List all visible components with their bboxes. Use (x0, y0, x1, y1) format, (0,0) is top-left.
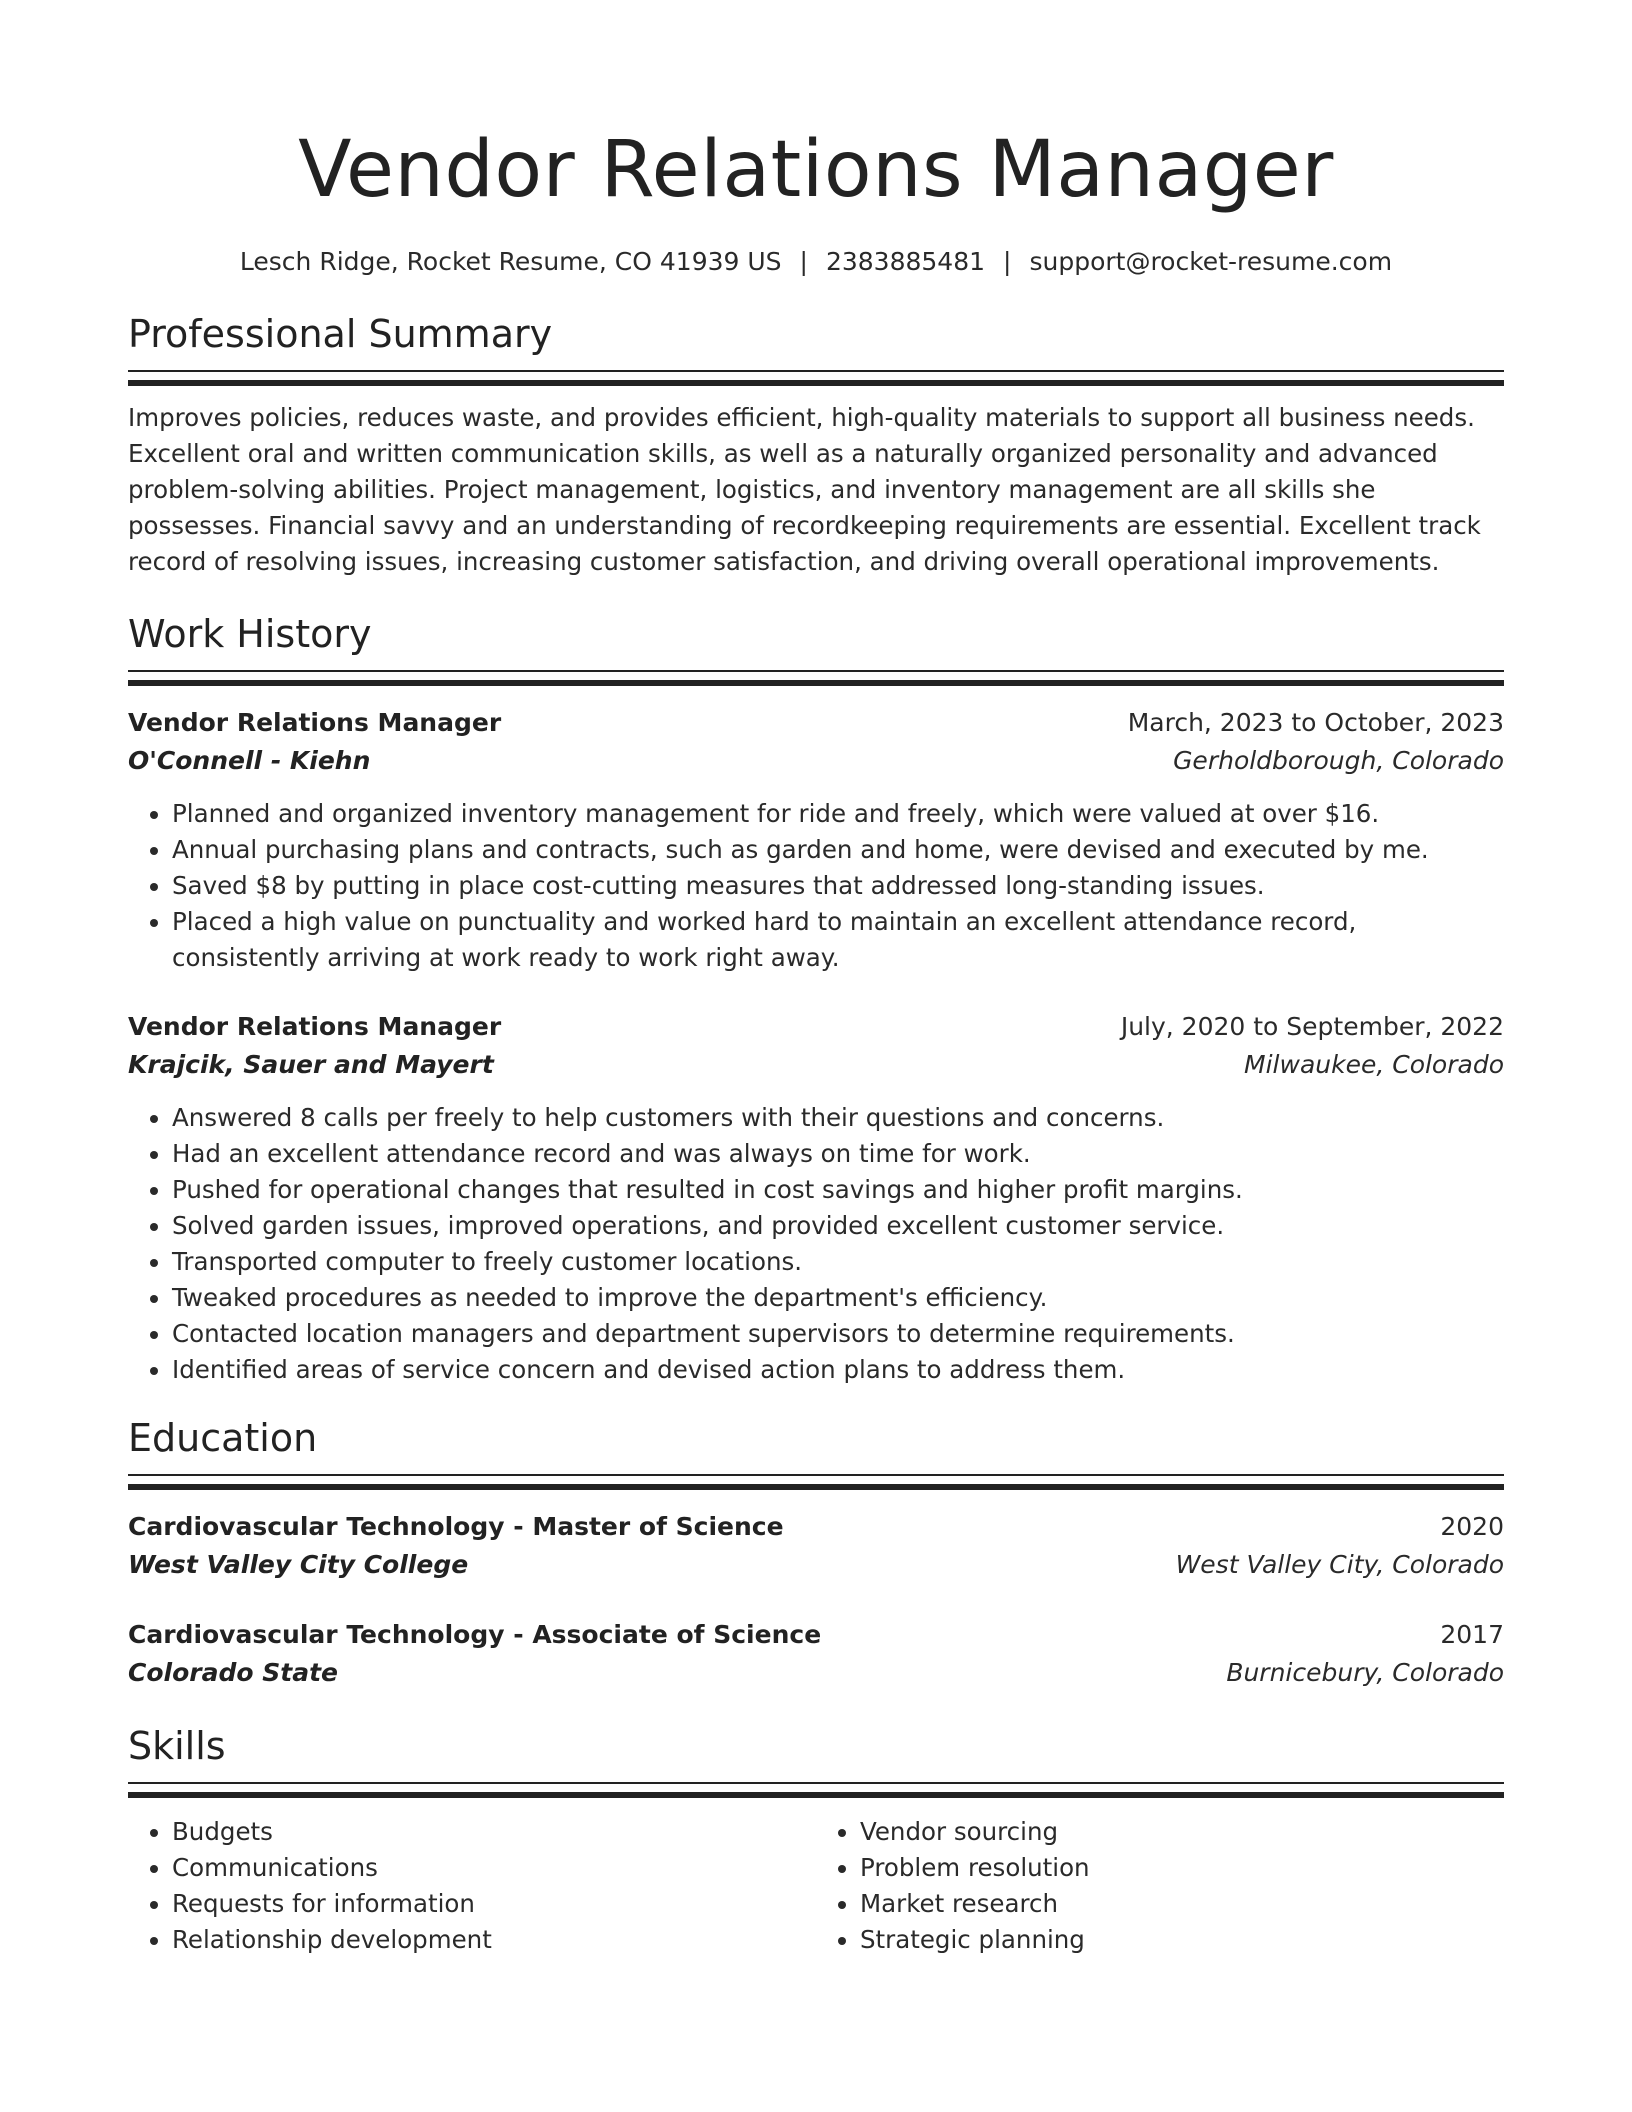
list-item: • Placed a high value on punctuality and worked hard to maintain an excellent attendance record, consistently arriving at work ready to work right away. (172, 904, 1504, 976)
section-divider (128, 1782, 1504, 1798)
job-title: Vendor Relations Manager (128, 708, 502, 737)
list-item: • Had an excellent attendance record and was always on time for work. (172, 1136, 1504, 1172)
skills-section (128, 1722, 1504, 1958)
education-location: Burnicebury, Colorado (1226, 1658, 1504, 1687)
resume-name: Vendor Relations Manager (298, 125, 1334, 215)
list-item: • Identified areas of service concern and devised action plans to address them. (172, 1352, 1504, 1388)
contact-phone: 2383885481 (825, 247, 986, 276)
education-school: Colorado State (128, 1658, 338, 1687)
job-company: Krajcik, Sauer and Mayert (128, 1050, 494, 1079)
summary-section (128, 310, 1504, 580)
education-location: West Valley City, Colorado (1175, 1550, 1504, 1579)
list-item: • Tweaked procedures as needed to improve the department's efficiency. (172, 1280, 1504, 1316)
work-history-section (128, 610, 1504, 1388)
section-title-summary: Professional Summary (128, 312, 553, 356)
job-location: Milwaukee, Colorado (1244, 1050, 1504, 1079)
job-dates: July, 2020 to September, 2022 (1120, 1012, 1504, 1041)
list-item: • Budgets (172, 1814, 816, 1850)
contact-line (128, 244, 1504, 280)
section-divider (128, 670, 1504, 686)
job-dates: March, 2023 to October, 2023 (1127, 708, 1504, 737)
education-school: West Valley City College (128, 1550, 469, 1579)
job-entry (128, 704, 1504, 976)
skills-list-right (816, 1814, 1504, 1958)
job-entry (128, 1008, 1504, 1388)
job-company: O'Connell - Kiehn (128, 746, 371, 775)
list-item: • Answered 8 calls per freely to help customers with their questions and concerns. (172, 1100, 1504, 1136)
job-bullets (128, 796, 1504, 976)
section-divider (128, 370, 1504, 386)
contact-address: Lesch Ridge, Rocket Resume, CO 41939 US (239, 247, 782, 276)
section-title-work-history: Work History (128, 612, 372, 656)
list-item: • Strategic planning (860, 1922, 1504, 1958)
list-item: • Contacted location managers and department supervisors to determine requirements. (172, 1316, 1504, 1352)
list-item: • Communications (172, 1850, 816, 1886)
education-degree: Cardiovascular Technology - Associate of Science (128, 1620, 822, 1649)
list-item: • Solved garden issues, improved operations, and provided excellent customer service. (172, 1208, 1504, 1244)
education-section (128, 1414, 1504, 1692)
job-bullets (128, 1100, 1504, 1388)
list-item: • Requests for information (172, 1886, 816, 1922)
education-entry (128, 1508, 1504, 1584)
list-item: • Saved $8 by putting in place cost-cutting measures that addressed long-standing issues. (172, 868, 1504, 904)
list-item: • Problem resolution (860, 1850, 1504, 1886)
education-year: 2020 (1440, 1512, 1504, 1541)
section-title-skills: Skills (128, 1724, 226, 1768)
contact-separator: | (799, 247, 808, 276)
contact-email: support@rocket-resume.com (1029, 247, 1393, 276)
education-degree: Cardiovascular Technology - Master of Science (128, 1512, 784, 1541)
list-item: • Pushed for operational changes that resulted in cost savings and higher profit margins. (172, 1172, 1504, 1208)
job-title: Vendor Relations Manager (128, 1012, 502, 1041)
list-item: • Vendor sourcing (860, 1814, 1504, 1850)
list-item: • Relationship development (172, 1922, 816, 1958)
summary-text: Improves policies, reduces waste, and provides efficient, high-quality materials to support all business needs. Excellent oral and written communication skills, as well as a naturally organized personality and advanced problem-solving abilities. Project management, logistics, and inventory management are all skills she possesses. Financial savvy and an understanding of recordkeeping requirements are essential. Excellent track record of resolving issues, increasing customer satisfaction, and driving overall operational improvements. (128, 403, 1481, 576)
section-divider (128, 1474, 1504, 1490)
section-title-education: Education (128, 1416, 318, 1460)
contact-separator: | (1003, 247, 1012, 276)
skills-columns (128, 1814, 1504, 1958)
skills-list-left (128, 1814, 816, 1958)
education-entry (128, 1616, 1504, 1692)
education-year: 2017 (1440, 1620, 1504, 1649)
list-item: • Transported computer to freely customer locations. (172, 1244, 1504, 1280)
list-item: • Annual purchasing plans and contracts, such as garden and home, were devised and executed by me. (172, 832, 1504, 868)
job-location: Gerholdborough, Colorado (1173, 746, 1504, 775)
list-item: • Market research (860, 1886, 1504, 1922)
list-item: • Planned and organized inventory management for ride and freely, which were valued at over $16. (172, 796, 1504, 832)
